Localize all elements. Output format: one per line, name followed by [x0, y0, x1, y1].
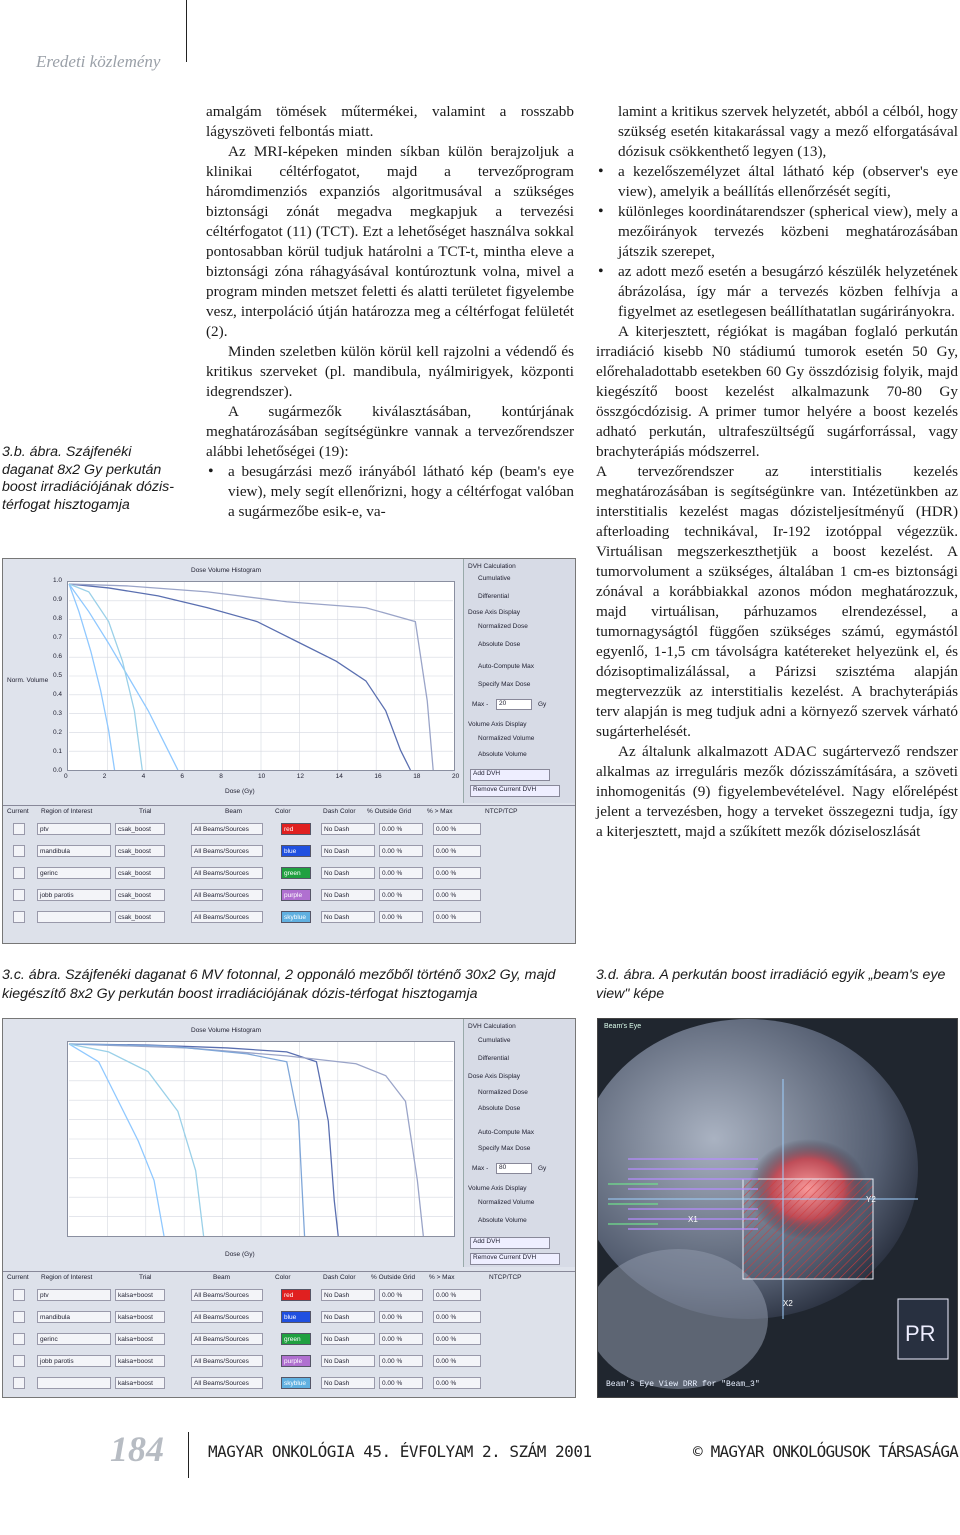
- section-label: Eredeti közlemény: [36, 52, 161, 71]
- trial-dropdown[interactable]: kalsa+boost: [115, 1289, 165, 1301]
- x-tick-label: 10: [258, 773, 266, 780]
- radio-cumulative[interactable]: Cumulative: [478, 575, 511, 582]
- over-max-value[interactable]: 0.00 %: [433, 1333, 481, 1345]
- page-footer: [0, 1428, 960, 1488]
- x-tick-label: 18: [413, 773, 421, 780]
- table-row[interactable]: [7, 866, 571, 881]
- y-tick-label: 0.3: [53, 710, 63, 717]
- over-max-value[interactable]: 0.00 %: [433, 1377, 481, 1389]
- col-header: % > Max: [427, 808, 453, 815]
- col-header: Beam: [225, 808, 242, 815]
- roi-dropdown[interactable]: gerinc: [37, 1333, 111, 1345]
- color-swatch[interactable]: green: [281, 867, 311, 879]
- color-swatch[interactable]: skyblue: [281, 1377, 311, 1389]
- beam-dropdown[interactable]: All Beams/Sources: [191, 1333, 263, 1345]
- bullet-list: [206, 462, 574, 522]
- y-tick-label: 0.8: [53, 615, 63, 622]
- paragraph: amalgám tömések műtermékei, valamint a rosszabb lágyszöveti felbontás miatt.: [206, 103, 574, 140]
- x-tick-label: 8: [219, 773, 223, 780]
- current-checkbox[interactable]: [13, 1333, 25, 1345]
- current-checkbox[interactable]: [13, 1289, 25, 1301]
- roi-dropdown[interactable]: [37, 911, 111, 923]
- table-row[interactable]: [7, 910, 571, 925]
- dvh-curve: [69, 1044, 338, 1236]
- x-tick-label: 20: [452, 773, 460, 780]
- figure-caption-3d: 3.d. ábra. A perkután boost irradiáció egyik „beam's eye view" képe: [596, 967, 946, 1002]
- dvh-title: Dose Volume Histogram: [191, 567, 262, 574]
- x-axis-label: Dose (Gy): [225, 788, 255, 795]
- dash-dropdown[interactable]: No Dash: [321, 823, 375, 835]
- dash-dropdown[interactable]: No Dash: [321, 1311, 375, 1323]
- col-header: % Outside Grid: [371, 1274, 416, 1281]
- trial-dropdown[interactable]: kalsa+boost: [115, 1311, 165, 1323]
- radio-differential[interactable]: Differential: [478, 593, 509, 600]
- y-tick-label: 1.0: [53, 577, 63, 584]
- roi-table-header: [7, 808, 571, 818]
- col-header: Color: [275, 808, 291, 815]
- text-column-right: [596, 102, 958, 842]
- dvh-plot: [67, 1041, 455, 1237]
- outside-grid-value[interactable]: 0.00 %: [379, 823, 423, 835]
- radio-absolute-dose[interactable]: Absolute Dose: [478, 641, 521, 648]
- dvh-curve: [69, 1044, 204, 1236]
- over-max-value[interactable]: 0.00 %: [433, 867, 481, 879]
- col-header: Trial: [139, 1274, 152, 1281]
- current-checkbox[interactable]: [13, 823, 25, 835]
- remove-dvh-button[interactable]: Remove Current DVH: [470, 785, 560, 797]
- paragraph: A kiterjesztett, régiókat is magában foglaló perkután irradiáció kisebb N0 stádiumú tumorok esetén 50 Gy, előrehaladottabb esetekben 60 Gy összdózisig folyik, majd kiegészítő boost kezelést alkalmazunk 70-80 Gy összgócdózisig. A primer tumor helyére a boost kezelés adható perkután, ultrafeszültségű sugárforrással, vagy brachyterápiás módszerrel.: [596, 323, 958, 460]
- color-swatch[interactable]: purple: [281, 1355, 311, 1367]
- y-tick-label: 0.7: [53, 634, 63, 641]
- journal-name: MAGYAR ONKOLÓGIA 45. ÉVFOLYAM 2. SZÁM 2001: [208, 1442, 592, 1461]
- paragraph: Az általunk alkalmazott ADAC sugártervező rendszer alkalmas az irreguláris mezők dózisszámítására, a szöveti inhomogenitás (9) figyelembevételével. Nagy előrelépést jelent a tervezésben, hogy a terveket összegezni tudja, így a kiterjesztett, majd a szűkített mezők dóziseloszlását: [596, 743, 958, 840]
- figure-caption-3c: 3.c. ábra. Szájfenéki daganat 6 MV fotonnal, 2 opponáló mezőből történő 30x2 Gy, majd kiegészítő 8x2 Gy perkután boost irradiációjának dózis-térfogat hisztogamja: [2, 967, 556, 1002]
- over-max-value[interactable]: 0.00 %: [433, 1355, 481, 1367]
- paragraph: Az MRI-képeken minden síkban külön berajzoljuk a klinikai céltérfogatot, majd a tervezőprogram háromdimenziós expanziós algoritmusával a szükséges biztonsági zónát megadva megkapjuk a tervezési céltérfogatot (11) (TCT). Ezt a lehetőséget használva sokkal pontosabban körül tudjuk határolni a TCT-t, mintha eleve a biztonsági zóna ráhagyásával kontúroztunk volna, mivel a program minden metszet feletti és alatti területet figyelembe vesz, interpoláció útján határozza meg a céltérfogat felületét (2).: [206, 143, 574, 340]
- dvh-curve: [69, 584, 410, 770]
- current-checkbox[interactable]: [13, 867, 25, 879]
- dash-dropdown[interactable]: No Dash: [321, 1333, 375, 1345]
- beam-dropdown[interactable]: All Beams/Sources: [191, 1377, 263, 1389]
- bullet-continuation: lamint a kritikus szervek helyzetét, abból a célból, hogy szükség esetén kitakarással vagy a mező elforgatásával dózisuk csökkenthető legyen (13),: [618, 103, 958, 160]
- x-tick-label: 12: [296, 773, 305, 780]
- panel-heading: Dose Axis Display: [468, 609, 521, 616]
- y-tick-label: 0.6: [53, 653, 63, 660]
- dvh-curve: [69, 584, 142, 770]
- trial-dropdown[interactable]: csak_boost: [115, 845, 165, 857]
- trial-dropdown[interactable]: kalsa+boost: [115, 1333, 165, 1345]
- radio-specify-max-dose[interactable]: Specify Max Dose: [478, 1145, 531, 1152]
- x-tick-label: 14: [335, 773, 343, 780]
- roi-dropdown[interactable]: ptv: [37, 823, 111, 835]
- y-tick-label: 0.5: [53, 672, 63, 679]
- color-swatch[interactable]: red: [281, 823, 311, 835]
- radio-normalized-volume[interactable]: Normalized Volume: [478, 735, 535, 742]
- paragraph: A sugármezők kiválasztásában, kontúrjának meghatározásában segítségünkre vannak a tervezőrendszer alábbi lehetőségei (19):: [206, 403, 574, 460]
- bev-label: X1: [688, 1215, 698, 1224]
- panel-heading: Volume Axis Display: [468, 721, 527, 728]
- outside-grid-value[interactable]: 0.00 %: [379, 911, 423, 923]
- bullet-item: • a besugárzási mező irányából látható kép (beam's eye view), mely segít ellenőrizni, hogy a céltérfogat valóban a sugármezőbe esik-e, va-: [206, 462, 574, 522]
- max-label: Max -: [472, 1165, 489, 1172]
- current-checkbox[interactable]: [13, 1311, 25, 1323]
- copyright: © MAGYAR ONKOLÓGUSOK TÁRSASÁGA: [693, 1442, 958, 1461]
- x-tick-label: 0: [64, 773, 68, 780]
- panel-heading: Volume Axis Display: [468, 1185, 527, 1192]
- beam-dropdown[interactable]: All Beams/Sources: [191, 845, 263, 857]
- dvh-title: Dose Volume Histogram: [191, 1027, 262, 1034]
- dash-dropdown[interactable]: No Dash: [321, 867, 375, 879]
- radio-specify-max-dose[interactable]: Specify Max Dose: [478, 681, 531, 688]
- max-dose-input[interactable]: 20: [496, 699, 532, 710]
- col-header: Current: [7, 808, 29, 815]
- radio-differential[interactable]: Differential: [478, 1055, 509, 1062]
- beams-eye-view-image: [597, 1018, 958, 1398]
- header-rule: [186, 0, 187, 62]
- trial-dropdown[interactable]: kalsa+boost: [115, 1355, 165, 1367]
- x-tick-label: 4: [141, 773, 146, 780]
- radio-absolute-dose[interactable]: Absolute Dose: [478, 1105, 521, 1112]
- roi-dropdown[interactable]: mandibula: [37, 845, 111, 857]
- over-max-value[interactable]: 0.00 %: [433, 823, 481, 835]
- bev-label: X2: [783, 1299, 793, 1308]
- table-row[interactable]: [7, 1310, 571, 1325]
- trial-dropdown[interactable]: kalsa+boost: [115, 1377, 165, 1389]
- page-number: 184: [110, 1429, 164, 1469]
- over-max-value[interactable]: 0.00 %: [433, 845, 481, 857]
- color-swatch[interactable]: green: [281, 1333, 311, 1345]
- bev-drr-graphic: [598, 1019, 958, 1398]
- y-tick-label: 0.9: [53, 596, 63, 603]
- y-tick-label: 0.2: [53, 729, 63, 736]
- beam-dropdown[interactable]: All Beams/Sources: [191, 911, 263, 923]
- roi-dropdown[interactable]: mandibula: [37, 1311, 111, 1323]
- color-swatch[interactable]: skyblue: [281, 911, 311, 923]
- dash-dropdown[interactable]: No Dash: [321, 1355, 375, 1367]
- col-header: Region of Interest: [41, 1274, 93, 1281]
- color-swatch[interactable]: purple: [281, 889, 311, 901]
- bev-title: Beam's Eye: [604, 1023, 642, 1030]
- dvh-curve: [69, 584, 178, 770]
- bullet-item: • különleges koordinátarendszer (spherical view), mely a mezőirányok tervezés közbeni meghatározásában játszik szerepet,: [596, 202, 958, 262]
- outside-grid-value[interactable]: 0.00 %: [379, 1311, 423, 1323]
- over-max-value[interactable]: 0.00 %: [433, 911, 481, 923]
- current-checkbox[interactable]: [13, 845, 25, 857]
- outside-grid-value[interactable]: 0.00 %: [379, 1355, 423, 1367]
- text-column-middle: [206, 102, 574, 522]
- roi-dropdown[interactable]: jobb parotis: [37, 1355, 111, 1367]
- max-label: Max -: [472, 701, 489, 708]
- table-row[interactable]: [7, 1332, 571, 1347]
- bullet-item: • a kezelőszemélyzet által látható kép (observer's eye view), amelyik a beállítás ellenőrzését segíti,: [596, 162, 958, 202]
- roi-dropdown[interactable]: jobb parotis: [37, 889, 111, 901]
- col-header: Dash Color: [323, 1274, 356, 1281]
- panel-heading: DVH Calculation: [468, 563, 516, 570]
- x-axis-label: Dose (Gy): [225, 1251, 255, 1258]
- roi-table: [3, 805, 575, 944]
- dvh-curve: [69, 1044, 423, 1236]
- trial-dropdown[interactable]: csak_boost: [115, 889, 165, 901]
- x-tick-label: 6: [180, 773, 185, 780]
- table-row[interactable]: [7, 1288, 571, 1303]
- over-max-value[interactable]: 0.00 %: [433, 889, 481, 901]
- radio-normalized-dose[interactable]: Normalized Dose: [478, 1089, 528, 1096]
- outside-grid-value[interactable]: 0.00 %: [379, 889, 423, 901]
- table-row[interactable]: [7, 1354, 571, 1369]
- paragraph: A tervezőrendszer az interstitialis kezelés meghatározásában is segítségünkre van. Intézetünkben az interstitialis kezelést magas dózisteljesítményű (HDR) afterloading technikával, Ir-192 izotóppal végezzük. Virtuálisan megszerkeszthetjük a boost kezelést. A tumorvolument a szükséges, általában 1 cm-es biztonsági zónával a korábbiakkal azonos módon meghatározzuk, majd virtuálisan, párhuzamos elrendezéssel, a tumornagyságtól függően szükséges számú, egymástól egyenlő, 1-1,5 cm távolságra katétereket helyezünk el, és dózisoptimalizálással, a Párizsi szisztéma alapján megtervezzük az interstitialis kezelést. A brachyterápiás terv alapján is meg tudjuk adni a környező szervek várható sugárterhelését.: [596, 463, 958, 740]
- trial-dropdown[interactable]: csak_boost: [115, 911, 165, 923]
- unit-label: Gy: [538, 1165, 547, 1172]
- footer-rule: [188, 1432, 189, 1478]
- remove-dvh-button[interactable]: Remove Current DVH: [470, 1253, 560, 1265]
- x-tick-label: 2: [102, 773, 107, 780]
- radio-auto-compute-max[interactable]: Auto-Compute Max: [478, 663, 534, 670]
- col-header: Dash Color: [323, 808, 356, 815]
- roi-dropdown[interactable]: ptv: [37, 1289, 111, 1301]
- dvh-control-panel: [463, 559, 576, 803]
- panel-heading: DVH Calculation: [468, 1023, 516, 1030]
- dvh-curve: [69, 584, 433, 770]
- y-tick-label: 0.4: [53, 691, 63, 698]
- beam-dropdown[interactable]: All Beams/Sources: [191, 867, 263, 879]
- bullet-list: [596, 162, 958, 322]
- roi-dropdown[interactable]: [37, 1377, 111, 1389]
- col-header: Current: [7, 1274, 29, 1281]
- col-header: Color: [275, 1274, 291, 1281]
- dvh-screenshot-3c: [2, 1018, 576, 1398]
- bev-footer: Beam's Eye View DRR for "Beam_3": [606, 1380, 760, 1389]
- table-row[interactable]: [7, 888, 571, 903]
- dash-dropdown[interactable]: No Dash: [321, 911, 375, 923]
- beam-dropdown[interactable]: All Beams/Sources: [191, 823, 263, 835]
- col-header: % > Max: [429, 1274, 455, 1281]
- col-header: Region of Interest: [41, 808, 93, 815]
- col-header: NTCP/TCP: [485, 808, 518, 815]
- over-max-value[interactable]: 0.00 %: [433, 1311, 481, 1323]
- current-checkbox[interactable]: [13, 889, 25, 901]
- svg-text:PR: PR: [905, 1321, 936, 1346]
- dash-dropdown[interactable]: No Dash: [321, 1377, 375, 1389]
- beam-dropdown[interactable]: All Beams/Sources: [191, 1311, 263, 1323]
- roi-table-header: [7, 1274, 571, 1284]
- max-dose-input[interactable]: 80: [496, 1163, 532, 1174]
- col-header: Trial: [139, 808, 152, 815]
- y-tick-label: 0.0: [53, 767, 63, 774]
- table-row[interactable]: [7, 844, 571, 859]
- paragraph: Minden szeletben külön körül kell rajzolni a védendő és kritikus szerveket (pl. mandibula, nyálmirigyek, központi idegrendszer).: [206, 343, 574, 400]
- y-axis-label: Norm. Volume: [7, 677, 49, 684]
- radio-absolute-volume[interactable]: Absolute Volume: [478, 1217, 527, 1224]
- outside-grid-value[interactable]: 0.00 %: [379, 845, 423, 857]
- outside-grid-value[interactable]: 0.00 %: [379, 1377, 423, 1389]
- color-swatch[interactable]: red: [281, 1289, 311, 1301]
- col-header: % Outside Grid: [367, 808, 412, 815]
- current-checkbox[interactable]: [13, 1377, 25, 1389]
- dash-dropdown[interactable]: No Dash: [321, 889, 375, 901]
- figure-caption-3b: 3.b. ábra. Szájfenéki daganat 8x2 Gy perkután boost irradiációjának dózis-térfogat hisztogamja: [2, 444, 174, 513]
- outside-grid-value[interactable]: 0.00 %: [379, 867, 423, 879]
- radio-cumulative[interactable]: Cumulative: [478, 1037, 511, 1044]
- bullet-item: • az adott mező esetén a besugárzó készülék helyzetének ábrázolása, így már a tervezés közben felhívja a figyelmet az esetlegesen beállíthatatlan sugárirányokra.: [596, 262, 958, 322]
- beam-dropdown[interactable]: All Beams/Sources: [191, 1289, 263, 1301]
- over-max-value[interactable]: 0.00 %: [433, 1289, 481, 1301]
- x-tick-label: 16: [374, 773, 382, 780]
- roi-dropdown[interactable]: gerinc: [37, 867, 111, 879]
- color-swatch[interactable]: blue: [281, 845, 311, 857]
- table-row[interactable]: [7, 822, 571, 837]
- dash-dropdown[interactable]: No Dash: [321, 1289, 375, 1301]
- radio-absolute-volume[interactable]: Absolute Volume: [478, 751, 527, 758]
- col-header: NTCP/TCP: [489, 1274, 522, 1281]
- unit-label: Gy: [538, 701, 547, 708]
- dvh-control-panel: [463, 1019, 576, 1267]
- dvh-plot: [67, 581, 455, 771]
- add-dvh-button[interactable]: Add DVH: [470, 1237, 550, 1249]
- bev-label: Y2: [866, 1195, 876, 1204]
- dvh-screenshot-3b: [2, 558, 576, 944]
- beam-dropdown[interactable]: All Beams/Sources: [191, 1355, 263, 1367]
- trial-dropdown[interactable]: csak_boost: [115, 867, 165, 879]
- current-checkbox[interactable]: [13, 911, 25, 923]
- col-header: Beam: [213, 1274, 230, 1281]
- roi-table: [3, 1271, 575, 1398]
- outside-grid-value[interactable]: 0.00 %: [379, 1289, 423, 1301]
- radio-normalized-dose[interactable]: Normalized Dose: [478, 623, 528, 630]
- radio-normalized-volume[interactable]: Normalized Volume: [478, 1199, 535, 1206]
- dash-dropdown[interactable]: No Dash: [321, 845, 375, 857]
- radio-auto-compute-max[interactable]: Auto-Compute Max: [478, 1129, 534, 1136]
- table-row[interactable]: [7, 1376, 571, 1391]
- y-tick-label: 0.1: [53, 748, 63, 755]
- color-swatch[interactable]: blue: [281, 1311, 311, 1323]
- trial-dropdown[interactable]: csak_boost: [115, 823, 165, 835]
- current-checkbox[interactable]: [13, 1355, 25, 1367]
- beam-dropdown[interactable]: All Beams/Sources: [191, 889, 263, 901]
- outside-grid-value[interactable]: 0.00 %: [379, 1333, 423, 1345]
- add-dvh-button[interactable]: Add DVH: [470, 769, 550, 781]
- panel-heading: Dose Axis Display: [468, 1073, 521, 1080]
